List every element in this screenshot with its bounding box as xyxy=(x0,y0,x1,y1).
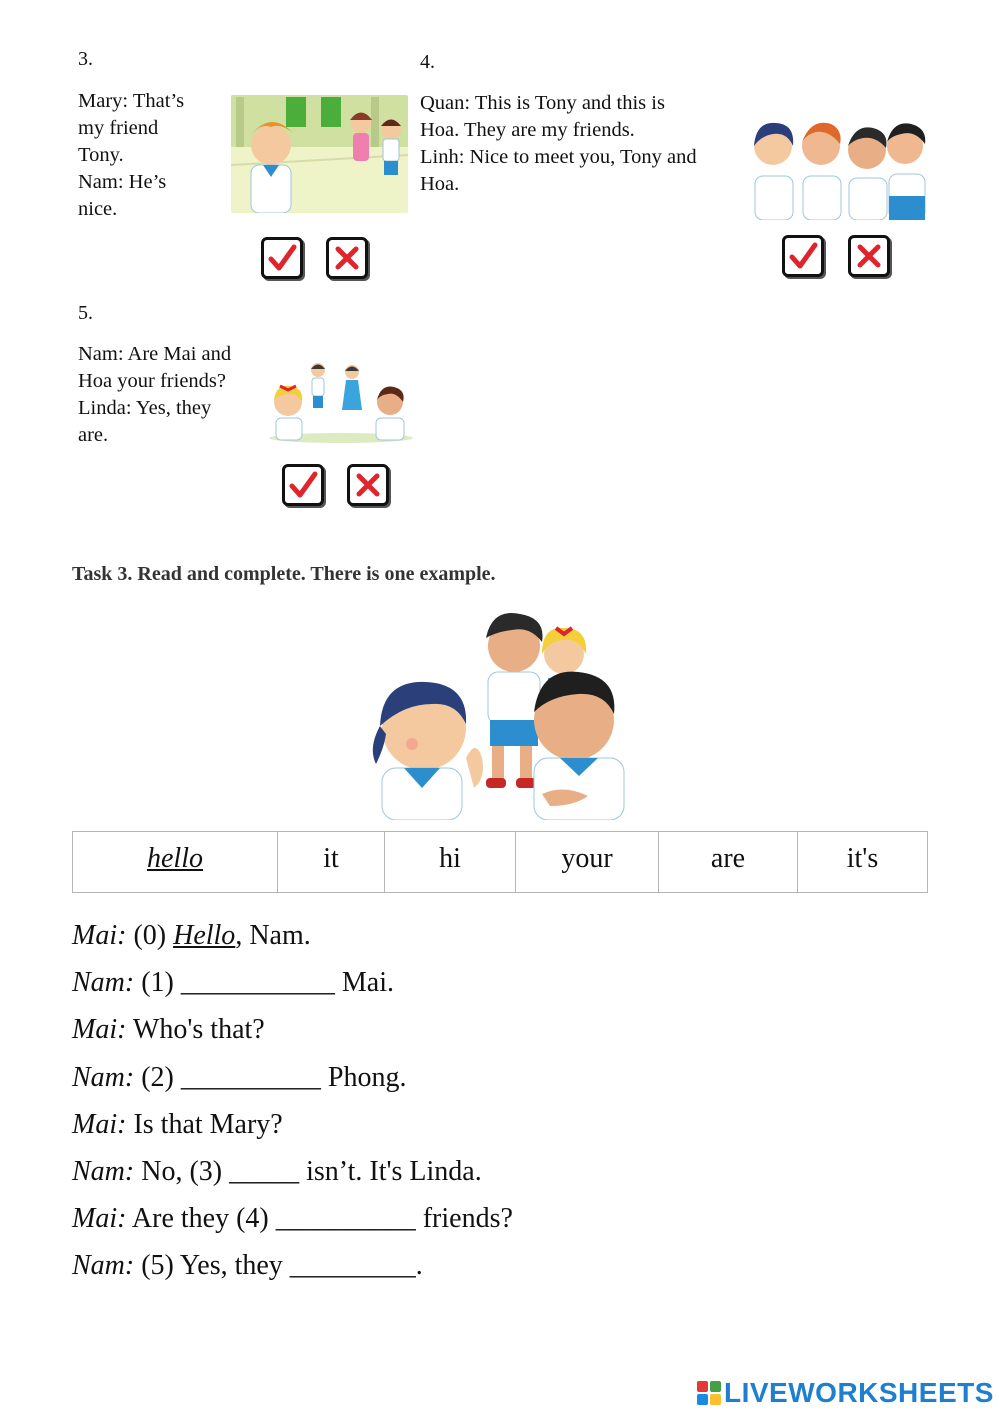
speaker: Nam: xyxy=(72,1156,135,1187)
dialogue-line-1[interactable] xyxy=(72,967,394,999)
task-3-title: Task 3. Read and complete. There is one example. xyxy=(72,563,496,585)
check-icon xyxy=(288,470,318,500)
line-text[interactable]: (2) __________ Phong. xyxy=(134,1062,407,1093)
speaker: Nam: xyxy=(72,1062,135,1093)
liveworksheets-logo[interactable] xyxy=(697,1376,994,1410)
cross-icon xyxy=(854,241,884,271)
dialogue-line-5[interactable] xyxy=(72,1156,482,1188)
word-bank-cell: hi xyxy=(385,832,516,893)
speaker: Mai: xyxy=(72,1109,127,1140)
dialogue-line-3[interactable] xyxy=(72,1062,406,1094)
logo-mark-icon xyxy=(697,1381,721,1405)
item-3-false-button[interactable] xyxy=(326,237,368,279)
line-text[interactable]: (1) ___________ Mai. xyxy=(134,967,394,998)
item-3-number: 3. xyxy=(78,48,93,70)
check-icon xyxy=(788,241,818,271)
word-bank-example: hello xyxy=(73,832,278,893)
item-3-true-button[interactable] xyxy=(261,237,303,279)
speaker: Nam: xyxy=(72,1250,135,1281)
line-text[interactable]: Are they (4) __________ friends? xyxy=(126,1203,513,1234)
dialogue-line-0 xyxy=(72,920,311,952)
line-text: Who's that? xyxy=(126,1014,265,1045)
speaker: Mai: xyxy=(72,1014,127,1045)
item-4-dialogue: Quan: This is Tony and this is Hoa. They are my friends. Linh: Nice to meet you, Tony and Hoa. xyxy=(420,92,697,195)
word-bank-cell: it xyxy=(278,832,385,893)
item-4-false-button[interactable] xyxy=(848,235,890,277)
item-5-false-button[interactable] xyxy=(347,464,389,506)
word-bank-cell: are xyxy=(659,832,798,893)
item-5-true-button[interactable] xyxy=(282,464,324,506)
item-3-dialogue: Mary: That’s my friend Tony. Nam: He’s nice. xyxy=(78,90,185,220)
four-children-waving-picture xyxy=(751,116,928,220)
line-text[interactable]: (5) Yes, they _________. xyxy=(134,1250,423,1281)
children-waving-in-park-picture xyxy=(266,360,416,444)
line-text[interactable]: No, (3) _____ isn’t. It's Linda. xyxy=(134,1156,482,1187)
line-text-end: , Nam. xyxy=(235,920,311,951)
check-icon xyxy=(267,243,297,273)
speaker: Mai: xyxy=(72,1203,127,1234)
speaker: Mai: xyxy=(72,920,127,951)
logo-text: LIVEWORKSHEETS xyxy=(724,1377,994,1408)
example-answer: Hello xyxy=(173,920,236,951)
cross-icon xyxy=(353,470,383,500)
word-bank xyxy=(72,831,928,893)
dialogue-line-2 xyxy=(72,1014,265,1046)
cross-icon xyxy=(332,243,362,273)
mai-nam-phong-linda-picture xyxy=(364,608,638,820)
speaker: Nam: xyxy=(72,967,135,998)
item-4-true-button[interactable] xyxy=(782,235,824,277)
dialogue-line-7[interactable] xyxy=(72,1250,423,1282)
boy-tony-and-two-friends-picture xyxy=(231,95,408,213)
word-bank-cell: your xyxy=(516,832,659,893)
line-text: (0) xyxy=(126,920,174,951)
line-text: Is that Mary? xyxy=(126,1109,283,1140)
item-5-number: 5. xyxy=(78,302,93,324)
word-bank-cell: it's xyxy=(798,832,928,893)
item-4-number: 4. xyxy=(420,51,435,73)
item-5-dialogue: Nam: Are Mai and Hoa your friends? Linda: Yes, they are. xyxy=(78,343,232,446)
dialogue-line-4 xyxy=(72,1109,283,1141)
dialogue-line-6[interactable] xyxy=(72,1203,513,1235)
